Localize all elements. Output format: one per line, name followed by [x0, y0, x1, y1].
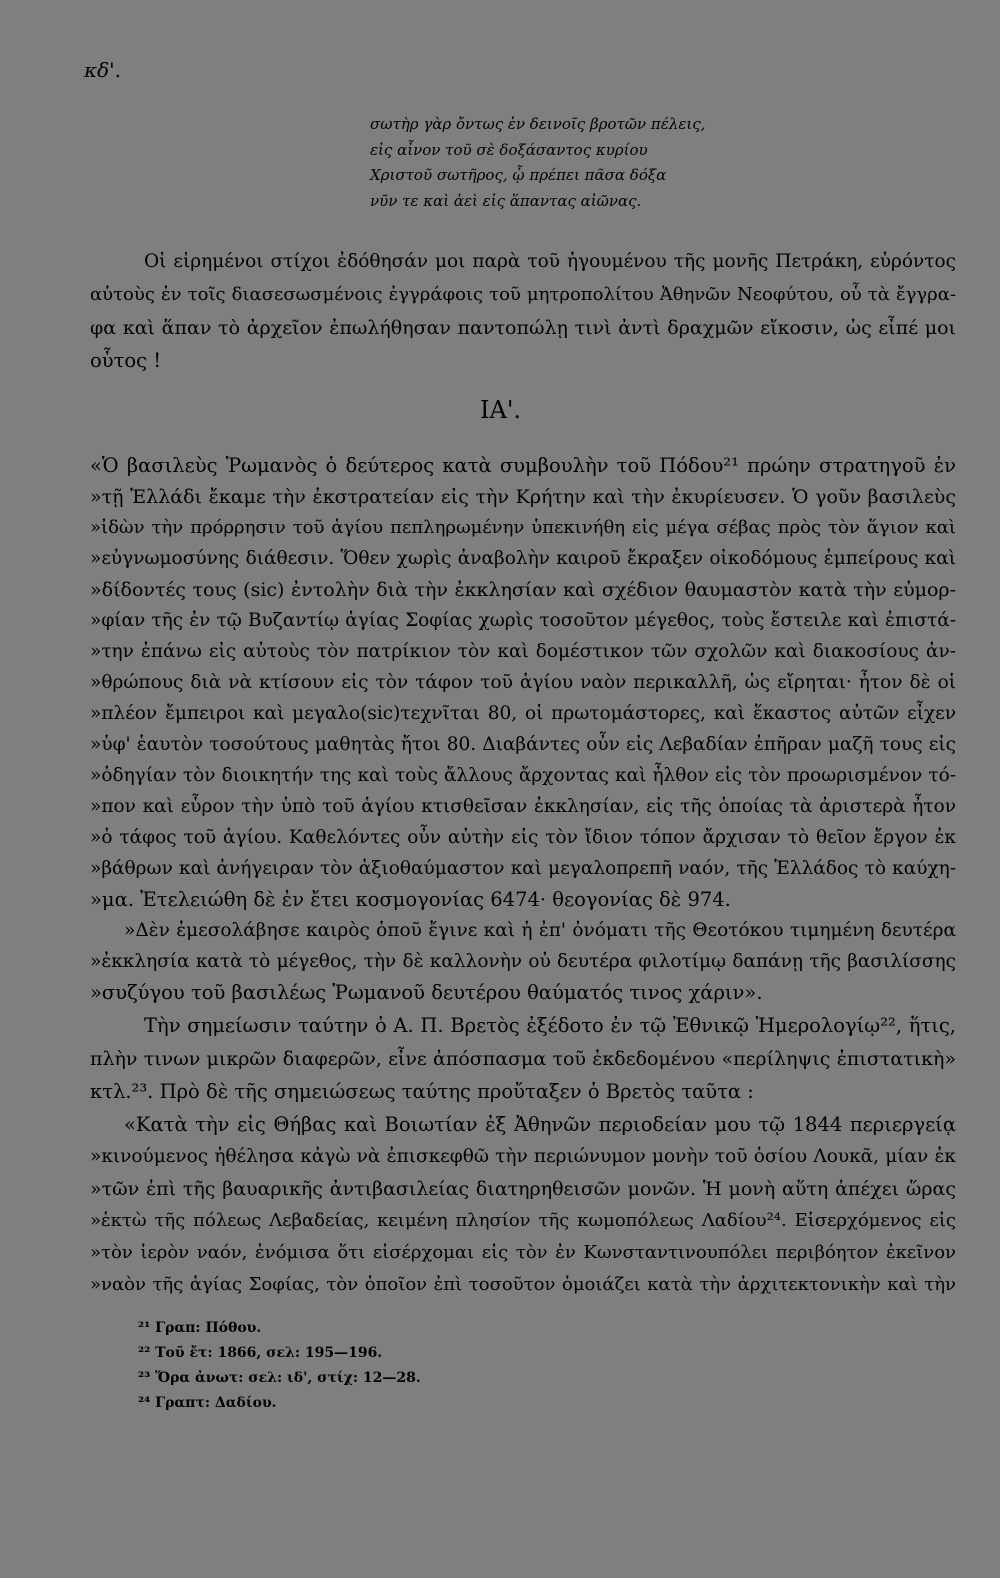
text-line: αὐτοὺς ἐν τοῖς διασεσωσμένοις ἐγγράφοις τοῦ μητροπολίτου Ἀθηνῶν Νεοφύτου, οὗ τὰ ἔγγρα-: [90, 284, 956, 305]
text-line: »κινούμενος ἠθέλησα κἀγὼ νὰ ἐπισκεφθῶ τὴν περιώνυμον μονὴν τοῦ ὁσίου Λουκᾶ, μίαν ἐκ: [90, 1146, 956, 1167]
text-line: »ἐκκλησία κατὰ τὸ μέγεθος, τὴν δὲ καλλονὴν οὐ δευτέρα φιλοτίμῳ δαπάνῃ τῆς βασιλίσσης: [90, 951, 956, 972]
text-line: »εὐγνωμοσύνης διάθεσιν. Ὅθεν χωρὶς ἀναβολὴν καιροῦ ἔκραξεν οἰκοδόμους ἐμπείρους καὶ: [90, 548, 956, 569]
text-line: »ἰδὼν τὴν πρόρρησιν τοῦ ἁγίου πεπληρωμένην ὑπεκινήθη εἰς μέγα σέβας πρὸς τὸν ἅγιον καὶ: [90, 517, 956, 538]
text-line: Τὴν σημείωσιν ταύτην ὁ Α. Π. Βρετὸς ἐξέδοτο ἐν τῷ Ἐθνικῷ Ἡμερολογίῳ²², ἥτις,: [144, 1014, 956, 1037]
text-line: »ἑκτὼ τῆς πόλεως Λεβαδείας, κειμένη πλησίον τῆς κωμοπόλεως Λαδίου²⁴. Εἰσερχόμενος εἰς: [90, 1210, 956, 1231]
poem-line: νῦν τε καὶ ἀεὶ εἰς ἅπαντας αἰῶνας.: [370, 191, 642, 210]
text-line: »θρώπους διὰ νὰ κτίσουν εἰς τὸν τάφον τοῦ ἁγίου ναὸν περικαλλῆ, ὡς εἴρηται· ἦτον δὲ οἱ: [90, 672, 956, 693]
poem-verse: [370, 112, 705, 214]
text-line: πλὴν τινων μικρῶν διαφερῶν, εἶνε ἀπόσπασμα τοῦ ἐκδεδομένου «περίληψις ἐπιστατικὴ»: [90, 1048, 956, 1070]
text-line: «Κατὰ τὴν εἰς Θήβας καὶ Βοιωτίαν ἐξ Ἀθηνῶν περιοδείαν μου τῷ 1844 περιεργείᾳ: [124, 1113, 956, 1136]
text-line: »βάθρων καὶ ἀνήγειραν τὸν ἀξιοθαύμαστον καὶ μεγαλοπρεπῆ ναόν, τῆς Ἑλλάδος τὸ καύχη-: [90, 858, 956, 879]
text-line: «Ὁ βασιλεὺς Ῥωμανὸς ὁ δεύτερος κατὰ συμβουλὴν τοῦ Πόδου²¹ πρώην στρατηγοῦ ἐν: [90, 454, 956, 477]
text-line: »δίδοντές τους (sic) ἐντολὴν διὰ τὴν ἐκκλησίαν καὶ σχέδιον θαυμαστὸν κατὰ τὴν εὐμορ-: [90, 579, 956, 601]
text-line: »μα. Ἐτελειώθη δὲ ἐν ἔτει κοσμογονίας 6474· θεογονίας δὲ 974.: [90, 888, 731, 911]
text-line: »την ἐπάνω εἰς αὐτοὺς τὸν πατρίκιον τὸν καὶ δομέστικον τῶν σχολῶν καὶ διακοσίους ἀν-: [90, 641, 956, 662]
text-line: »φίαν τῆς ἐν τῷ Βυζαντίῳ ἁγίας Σοφίας χωρὶς τοσοῦτον μέγεθος, τοὺς ἔστειλε καὶ ἐπιστά-: [90, 610, 956, 631]
text-line: »ὑφ' ἑαυτὸν τοσούτους μαθητὰς ἤτοι 80. Διαβάντες οὖν εἰς Λεβαδίαν ἐπῆραν μαζῆ τους εἰς: [90, 734, 956, 755]
text-line: »τῶν ἐπὶ τῆς βαυαρικῆς ἀντιβασιλείας διατηρηθεισῶν μονῶν. Ἡ μονὴ αὕτη ἀπέχει ὥρας: [90, 1178, 956, 1200]
text-line: »ὁ τάφος τοῦ ἁγίου. Καθελόντες οὖν αὐτὴν εἰς τὸν ἴδιον τόπον ἄρχισαν τὸ θεῖον ἔργον ἐκ: [90, 827, 956, 848]
text-line: »συζύγου τοῦ βασιλέως Ῥωμανοῦ δευτέρου θαύματός τινος χάριν».: [90, 981, 763, 1004]
text-line: »Δὲν ἐμεσολάβησε καιρὸς ὁποῦ ἔγινε καὶ ἡ ἐπ' ὀνόματι τῆς Θεοτόκου τιμημένη δευτέρα: [124, 920, 956, 941]
text-line: Οἱ εἰρημένοι στίχοι ἐδόθησάν μοι παρὰ τοῦ ἡγουμένου τῆς μονῆς Πετράκη, εὑρόντος: [144, 251, 956, 272]
poem-line: εἰς αἶνον τοῦ σὲ δοξάσαντος κυρίου: [370, 140, 648, 159]
text-line: φα καὶ ἅπαν τὸ ἀρχεῖον ἐπωλήθησαν παντοπώλῃ τινὶ ἀντὶ δραχμῶν εἴκοσιν, ὡς εἶπέ μοι: [90, 317, 956, 339]
footnote: ²³ Ὅρα ἀνωτ: σελ: ιδ', στίχ: 12—28.: [138, 1370, 421, 1386]
footnote: ²¹ Γραπ: Πόθου.: [138, 1320, 262, 1336]
text-line: »τὸν ἱερὸν ναόν, ἐνόμισα ὅτι εἰσέρχομαι εἰς τὸν ἐν Κωνσταντινουπόλει περιβόητον ἐκεῖνον: [90, 1242, 956, 1263]
section-heading: ΙΑ'.: [480, 396, 522, 424]
text-line: »πον καὶ εὗρον τὴν ὑπὸ τοῦ ἁγίου κτισθεῖσαν ἐκκλησίαν, εἰς τῆς ὁποίας τὰ ἀριστερὰ ἦτον: [90, 796, 956, 817]
text-line: »ναὸν τῆς ἁγίας Σοφίας, τὸν ὁποῖον ἐπὶ τοσοῦτον ὁμοιάζει κατὰ τὴν ἀρχιτεκτονικὴν καὶ τὴν: [90, 1274, 956, 1295]
footnote: ²² Τοῦ ἔτ: 1866, σελ: 195—196.: [138, 1345, 383, 1361]
text-line: κτλ.²³. Πρὸ δὲ τῆς σημειώσεως ταύτης προὔταξεν ὁ Βρετὸς ταῦτα :: [90, 1080, 754, 1103]
text-line: »τῇ Ἑλλάδι ἔκαμε τὴν ἐκστρατείαν εἰς τὴν Κρήτην καὶ τὴν ἐκυρίευσεν. Ὁ γοῦν βασιλεὺς: [90, 486, 956, 508]
poem-line: σωτὴρ γὰρ ὄντως ἐν δεινοῖς βροτῶν πέλεις,: [370, 115, 706, 133]
text-line: »πλέον ἔμπειροι καὶ μεγαλο(sic)τεχνῖται 80, οἱ πρωτομάστορες, καὶ ἕκαστος αὐτῶν εἶχεν: [90, 703, 956, 724]
text-line: »ὁδηγίαν τὸν διοικητήν της καὶ τοὺς ἄλλους ἄρχοντας καὶ ἦλθον εἰς τὸν προωρισμένον τό-: [90, 765, 956, 786]
page-number: κδ'.: [84, 58, 122, 82]
footnote: ²⁴ Γραπτ: Δαδίου.: [138, 1395, 277, 1411]
poem-line: Χριστοῦ σωτῆρος, ᾧ πρέπει πᾶσα δόξα: [370, 166, 667, 184]
text-line: οὗτος !: [90, 349, 162, 372]
